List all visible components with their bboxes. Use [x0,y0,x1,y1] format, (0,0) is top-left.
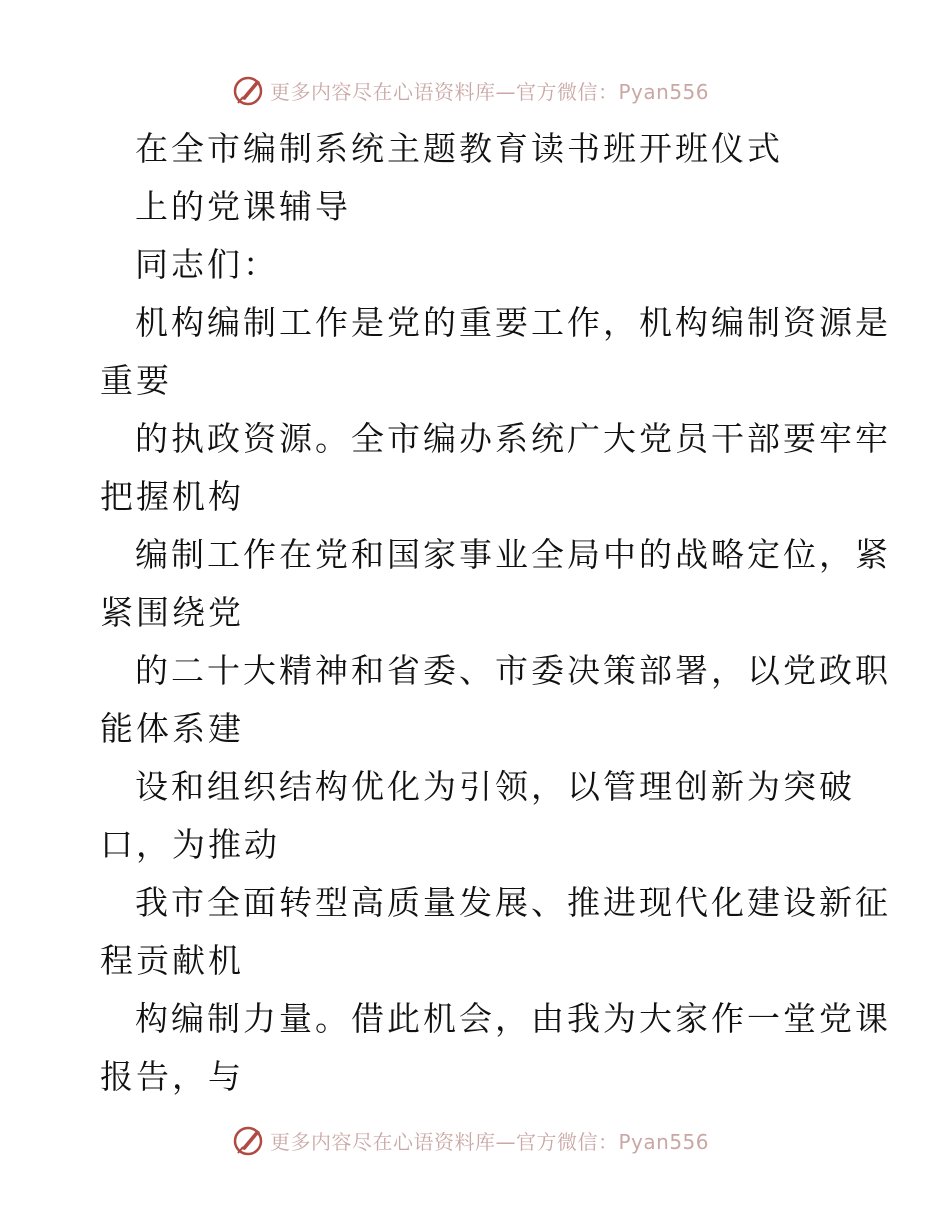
text-line: 同志们： [135,245,279,284]
text-line: 机构编制工作是党的重要工作，机构编制资源是 [135,303,891,342]
text-line: 程贡献机 [100,941,244,980]
text-line: 编制工作在党和国家事业全局中的战略定位，紧 [135,535,891,574]
quill-pen-icon [232,73,266,107]
text-line: 重要 [100,361,172,400]
watermark-text: 更多内容尽在心语资料库—官方微信：Pyan556 [270,79,710,104]
text-line: 把握机构 [100,477,244,516]
text-line: 报告，与 [100,1057,244,1096]
text-line: 的二十大精神和省委、市委决策部署，以党政职 [135,651,891,690]
quill-pen-icon [232,1123,266,1157]
watermark-text: 更多内容尽在心语资料库—官方微信：Pyan556 [270,1129,710,1154]
text-line: 我市全面转型高质量发展、推进现代化建设新征 [135,883,891,922]
text-line: 在全市编制系统主题教育读书班开班仪式 [135,129,783,168]
text-line: 构编制力量。借此机会，由我为大家作一堂党课 [135,999,891,1038]
text-line: 能体系建 [100,709,244,748]
text-line: 上的党课辅导 [135,187,351,226]
document-body [100,120,891,1106]
text-line: 口，为推动 [100,825,280,864]
footer-watermark [232,1122,709,1158]
text-line: 紧围绕党 [100,593,244,632]
text-line: 的执政资源。全市编办系统广大党员干部要牢牢 [135,419,891,458]
text-line: 设和组织结构优化为引领，以管理创新为突破 [135,767,855,806]
header-watermark [232,72,709,108]
